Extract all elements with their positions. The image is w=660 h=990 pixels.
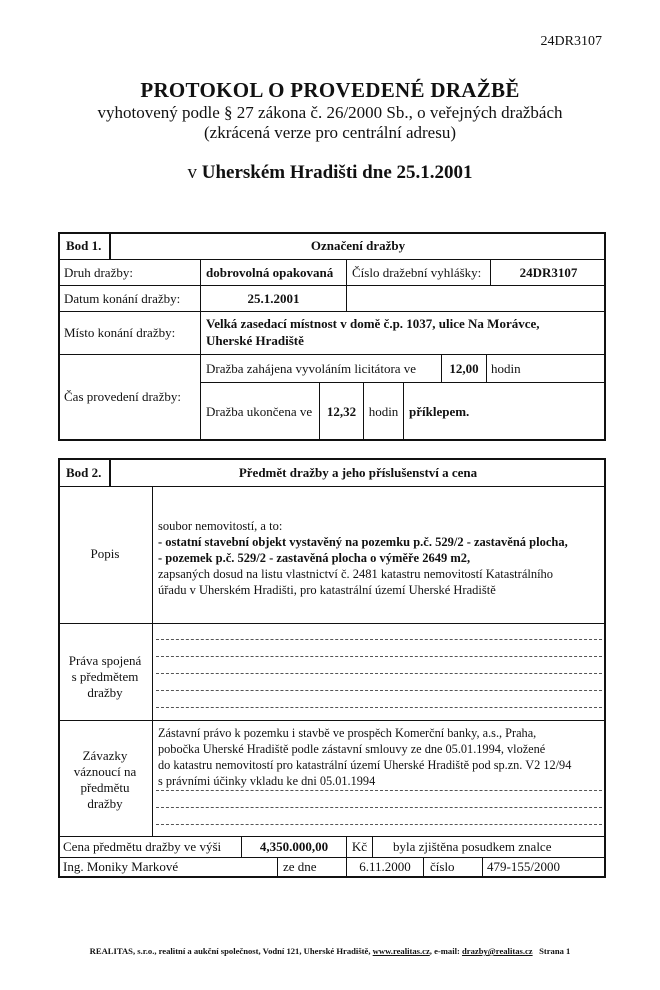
- divider: [58, 857, 606, 858]
- divider: [423, 857, 424, 877]
- popis-line: soubor nemovitostí, a to:: [158, 519, 283, 533]
- zavazky-label-line: dražby: [87, 796, 123, 811]
- ukoncena-unit: hodin: [368, 404, 399, 419]
- cas-label: Čas provedení dražby:: [64, 389, 181, 404]
- ukoncena-value: 12,32: [326, 404, 357, 419]
- ukoncena-suffix: příklepem.: [409, 404, 470, 419]
- place-prefix: v: [187, 162, 197, 183]
- blank-line: [156, 807, 602, 808]
- druh-value: dobrovolná opakovaná: [206, 265, 334, 280]
- blank-line: [156, 707, 602, 708]
- divider: [403, 382, 404, 440]
- znalec-name: Ing. Moniky Markové: [63, 859, 179, 874]
- popis-line: úřadu v Uherském Hradišti, pro katastrální území Uherské Hradiště: [158, 583, 496, 597]
- page-number: Strana 1: [539, 946, 571, 956]
- divider: [486, 354, 487, 382]
- zavazky-label-line: Závazky: [82, 748, 128, 763]
- subtitle-law: vyhotovený podle § 27 zákona č. 26/2000 Sb., o veřejných dražbách: [97, 103, 563, 122]
- zavazky-line: Zástavní právo k pozemku i stavbě ve prospěch Komerční banky, a.s., Praha,: [158, 726, 537, 740]
- subtitle-version: (zkrácená verze pro centrální adresu): [203, 123, 456, 142]
- divider: [58, 259, 606, 260]
- misto-line-2: Uherské Hradiště: [206, 333, 304, 348]
- misto-line-1: Velká zasedací místnost v domě č.p. 1037, ulice Na Morávce,: [206, 316, 540, 331]
- zavazky-line: pobočka Uherské Hradiště podle zástavní smlouvy ze dne 05.01.1994, vložené: [158, 742, 546, 756]
- bod2-header: Předmět dražby a jeho příslušenství a cena: [238, 465, 478, 480]
- divider: [58, 311, 606, 312]
- popis-line: - pozemek p.č. 529/2 - zastavěná plocha o výměře 2649 m2,: [158, 551, 471, 565]
- posudek-cislo-label: číslo: [430, 859, 455, 874]
- misto-label: Místo konání dražby:: [64, 325, 176, 340]
- druh-label: Druh dražby:: [64, 265, 133, 280]
- divider: [58, 354, 606, 355]
- footer-email-label: , e-mail:: [429, 946, 460, 956]
- blank-line: [156, 790, 602, 791]
- footer-web-link[interactable]: www.realitas.cz: [372, 946, 430, 956]
- prava-label-line: Práva spojená: [68, 653, 142, 668]
- bod1-header: Označení dražby: [310, 238, 406, 253]
- document-id: 24DR3107: [540, 34, 602, 49]
- blank-line: [156, 824, 602, 825]
- popis-line: zapsaných dosud na listu vlastnictví č. 2481 katastru nemovitostí Katastrálního: [158, 567, 554, 581]
- cena-currency: Kč: [351, 839, 368, 854]
- cena-label: Cena předmětu dražby ve výši: [63, 839, 222, 854]
- zahajena-value: 12,00: [449, 361, 479, 376]
- footer-email-link[interactable]: drazby@realitas.cz: [462, 946, 533, 956]
- prava-label-line: dražby: [87, 685, 123, 700]
- place-and-date: [0, 162, 660, 184]
- divider: [58, 486, 606, 487]
- divider: [200, 259, 201, 440]
- divider: [58, 836, 606, 837]
- popis-line: - ostatní stavební objekt vystavěný na pozemku p.č. 529/2 - zastavěná plocha,: [158, 535, 568, 549]
- cena-value: 4,350.000,00: [259, 839, 329, 854]
- zahajena-text: Dražba zahájena vyvoláním licitátora ve: [206, 361, 417, 376]
- bod1-label: Bod 1.: [66, 238, 102, 253]
- divider: [58, 623, 606, 624]
- blank-line: [156, 656, 602, 657]
- footer-company: REALITAS, s.r.o., realitní a aukční společnost, Vodní 121, Uherské Hradiště,: [89, 946, 371, 956]
- posudek-cislo-value: 479-155/2000: [487, 859, 560, 874]
- zavazky-line: do katastru nemovitostí pro katastrální území Uherské Hradiště pod sp.zn. V2 12/94: [158, 758, 572, 772]
- blank-line: [156, 673, 602, 674]
- divider: [372, 836, 373, 857]
- ze-dne-label: ze dne: [283, 859, 317, 874]
- divider: [58, 285, 606, 286]
- popis-label: Popis: [90, 546, 120, 561]
- divider: [58, 720, 606, 721]
- zavazky-label-line: předmětu: [80, 780, 130, 795]
- zavazky-line: s právními účinky vkladu ke dni 05.01.1994: [158, 774, 376, 788]
- cena-note: byla zjištěna posudkem znalce: [393, 839, 552, 854]
- divider: [277, 857, 278, 877]
- ze-dne-value: 6.11.2000: [359, 859, 411, 874]
- divider: [482, 857, 483, 877]
- blank-line: [156, 639, 602, 640]
- bod2-label: Bod 2.: [66, 465, 102, 480]
- zahajena-unit: hodin: [491, 361, 521, 376]
- ukoncena-text: Dražba ukončena ve: [206, 404, 313, 419]
- divider: [152, 486, 153, 836]
- place-date-text: Uherském Hradišti dne 25.1.2001: [201, 162, 473, 183]
- datum-label: Datum konání dražby:: [64, 291, 181, 306]
- page-footer: [0, 946, 660, 956]
- prava-label-line: s předmětem: [71, 669, 139, 684]
- datum-value: 25.1.2001: [247, 291, 300, 306]
- cislo-vyhlasky-label: Číslo dražební vyhlášky:: [352, 265, 482, 280]
- zavazky-label-line: váznoucí na: [73, 764, 137, 779]
- page-title: PROTOKOL O PROVEDENÉ DRAŽBĚ: [140, 78, 520, 102]
- blank-line: [156, 690, 602, 691]
- divider: [346, 259, 347, 311]
- cislo-vyhlasky-value: 24DR3107: [519, 265, 578, 280]
